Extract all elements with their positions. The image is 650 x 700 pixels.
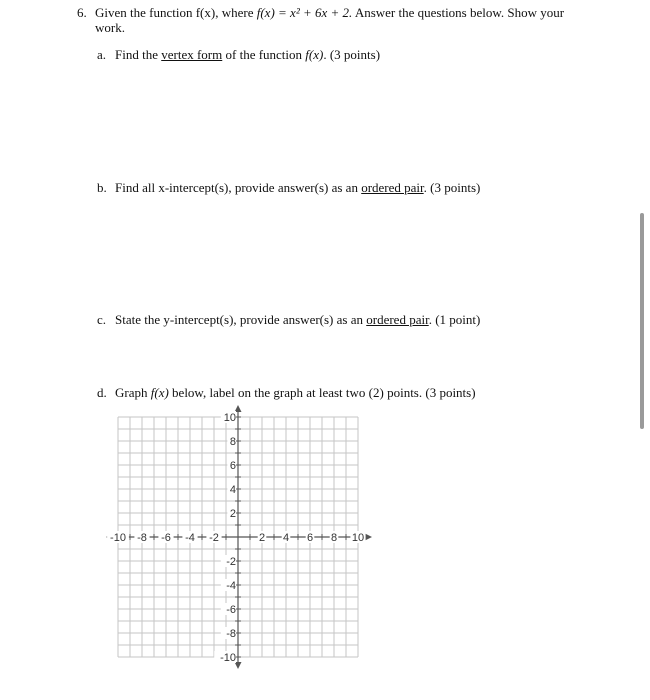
vertex-form-term: vertex form: [161, 47, 223, 62]
y-tick-label: 4: [229, 484, 236, 496]
x-tick-label: 8: [330, 532, 338, 544]
part-d-letter: d.: [97, 385, 107, 400]
part-b-letter: b.: [97, 180, 107, 195]
x-tick-label: 6: [306, 532, 314, 544]
ordered-pair-term: ordered pair: [361, 180, 424, 195]
y-tick-label: -2: [226, 556, 236, 568]
y-tick-label: -4: [226, 580, 236, 592]
part-c: [97, 312, 480, 328]
question-text: [95, 5, 595, 35]
part-d-post: below, label on the graph at least two (2) points. (3 points): [168, 385, 476, 400]
x-axis-arrow-right: [365, 534, 372, 541]
part-c-pre: State the y-intercept(s), provide answer(s) as an: [115, 312, 367, 327]
x-tick-label: -6: [161, 532, 171, 544]
x-tick-label: -10: [110, 532, 126, 544]
part-b: [97, 180, 480, 196]
part-b-pre: Find all x-intercept(s), provide answer(s) as an: [115, 180, 362, 195]
y-tick-label: 10: [223, 412, 236, 424]
part-b-post: . (3 points): [423, 180, 481, 195]
part-a-tail: . (3 points): [323, 47, 381, 62]
part-a-fx: f(x): [305, 47, 324, 62]
x-tick-label: -2: [209, 532, 219, 544]
question-text-pre: Given the function f(x), where: [95, 5, 257, 20]
part-a-pre: Find the: [115, 47, 162, 62]
part-d-fx: f(x): [150, 385, 169, 400]
ordered-pair-term: ordered pair: [366, 312, 429, 327]
x-tick-label: -8: [137, 532, 147, 544]
y-tick-label: -10: [220, 652, 236, 664]
scrollbar[interactable]: [640, 213, 644, 429]
coordinate-grid[interactable]: [100, 405, 390, 675]
y-axis-arrow-up: [235, 405, 242, 412]
y-tick-label: -6: [226, 604, 236, 616]
part-a: [97, 47, 380, 63]
y-tick-label: 8: [229, 436, 236, 448]
part-d-pre: Graph: [115, 385, 151, 400]
question-text-post: Answer the questions below. Show your work.: [95, 5, 565, 35]
part-a-post: of the function: [222, 47, 306, 62]
part-c-post: . (1 point): [428, 312, 481, 327]
part-c-letter: c.: [97, 312, 107, 327]
part-a-letter: a.: [97, 47, 107, 62]
x-tick-label: 4: [282, 532, 290, 544]
part-d: [97, 385, 476, 401]
question-formula: f(x) = x² + 6x + 2.: [256, 5, 353, 20]
x-tick-label: -4: [185, 532, 195, 544]
question-number: 6.: [77, 5, 87, 20]
x-tick-label: 10: [351, 532, 365, 544]
y-tick-label: -8: [226, 628, 236, 640]
y-tick-label: 2: [229, 508, 236, 520]
x-tick-label: 2: [258, 532, 266, 544]
y-tick-label: 6: [229, 460, 236, 472]
